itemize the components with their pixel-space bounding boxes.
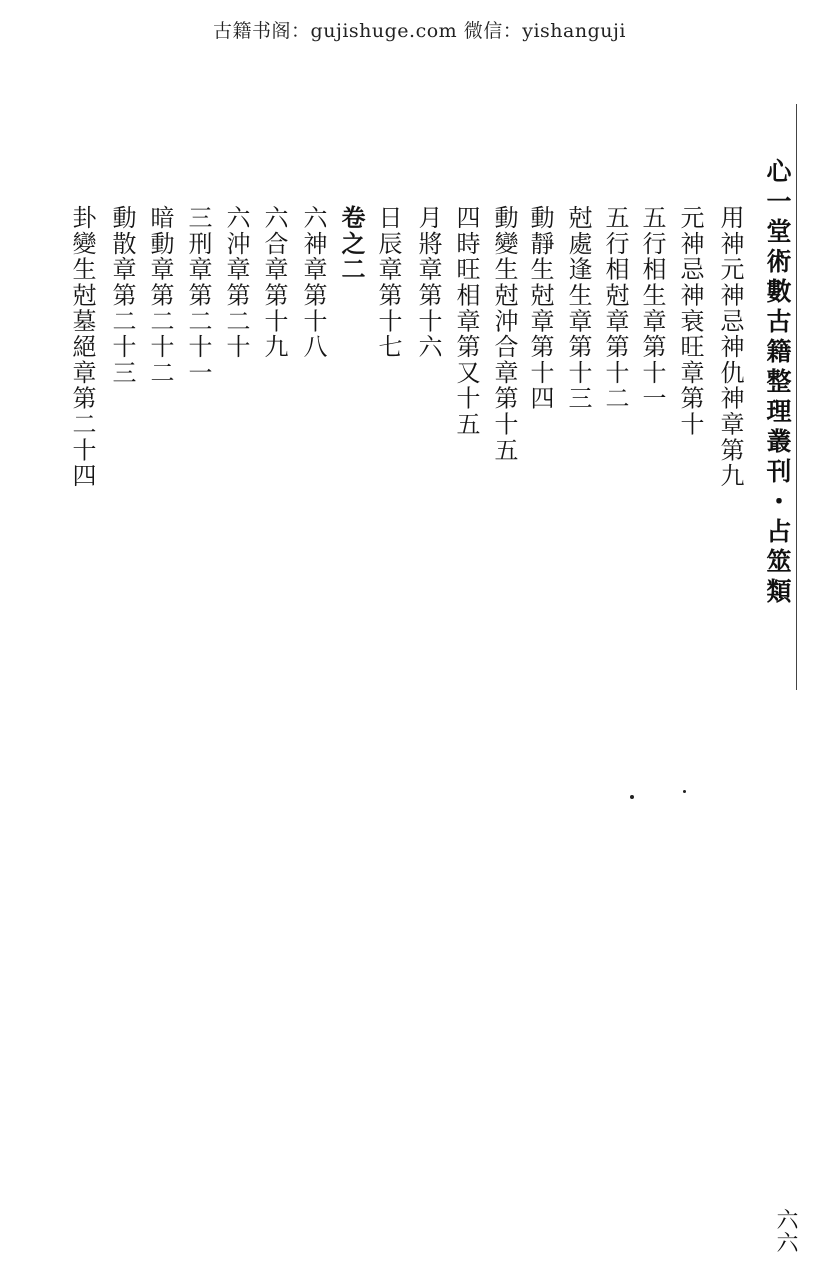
series-title: 心一堂術數古籍整理叢刊・占筮類 [763,158,792,608]
toc-entry: 動變生尅沖合章第十五 [490,205,518,463]
toc-entry: 卦變生尅墓絕章第二十四 [68,205,96,489]
toc-entry: 四時旺相章第又十五 [452,205,480,438]
watermark-text: 古籍书阁：gujishuge.com 微信：yishanguji [213,20,626,42]
toc-entry: 動散章第二十三 [108,205,136,386]
toc-entry: 用神元神忌神仇神章第九 [716,205,744,489]
toc-entry: 三刑章第二十一 [184,205,212,386]
toc-entry: 六沖章第二十 [222,205,250,360]
margin-rule [796,104,797,690]
toc-entry: 尅處逢生章第十三 [564,205,592,412]
toc-entry: 動靜生尅章第十四 [526,205,554,412]
ink-speck [683,790,686,793]
ink-speck [630,795,634,799]
toc-entry: 六合章第十九 [260,205,288,360]
toc-entry: 月將章第十六 [414,205,442,360]
page-number: 六六 [773,1208,798,1254]
toc-entry: 日辰章第十七 [374,205,402,360]
volume-heading: 卷之二 [337,205,365,283]
toc-entry: 元神忌神衰旺章第十 [676,205,704,438]
toc-entry: 五行相尅章第十二 [601,205,629,412]
toc-entry: 五行相生章第十一 [638,205,666,412]
toc-entry: 六神章第十八 [299,205,327,360]
toc-entry: 暗動章第二十二 [146,205,174,386]
